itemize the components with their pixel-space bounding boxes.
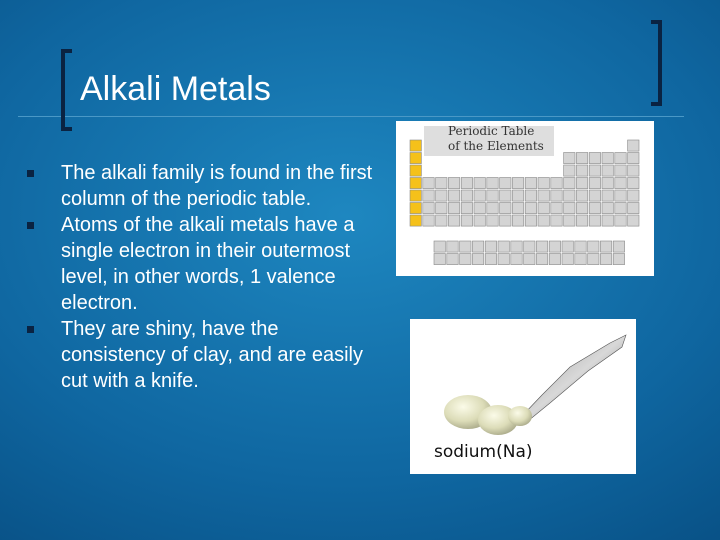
alkali-cell [410, 153, 421, 164]
bullet-text: They are shiny, have the consistency of clay, and are easily cut with a knife. [61, 318, 364, 392]
element-cell [615, 178, 626, 189]
alkali-cell [410, 215, 421, 226]
element-cell [576, 178, 587, 189]
element-cell [602, 215, 613, 226]
sodium-lumps-icon [444, 395, 532, 435]
element-cell [576, 165, 587, 176]
knife-icon [522, 335, 626, 421]
element-cell [602, 203, 613, 214]
element-cell [588, 241, 599, 252]
element-cell [512, 215, 523, 226]
element-cell [613, 241, 624, 252]
element-cell [461, 215, 472, 226]
element-cell [511, 241, 522, 252]
bullet-text: Atoms of the alkali metals have a single electron in their outermost level, in other words, 1 valence electron. [61, 214, 355, 314]
element-cell [602, 165, 613, 176]
element-cell [551, 215, 562, 226]
element-cell [615, 203, 626, 214]
element-cell [487, 203, 498, 214]
element-cell [500, 178, 511, 189]
element-cell [487, 215, 498, 226]
element-cell [613, 254, 624, 265]
bullet-item [24, 160, 374, 212]
periodic-table-title-line2: of the Elements [448, 139, 544, 153]
element-cell [474, 203, 485, 214]
element-cell [575, 254, 586, 265]
element-cell [500, 190, 511, 201]
element-cell [564, 178, 575, 189]
element-cell [525, 203, 536, 214]
element-cell [423, 215, 434, 226]
bullet-text: The alkali family is found in the first column of the periodic table. [61, 162, 373, 210]
element-cell [448, 203, 459, 214]
element-cell [628, 203, 639, 214]
element-cell [474, 178, 485, 189]
element-cell [447, 254, 458, 265]
element-cell [498, 241, 509, 252]
element-cell [549, 254, 560, 265]
element-cell [628, 215, 639, 226]
element-cell [602, 190, 613, 201]
element-cell [461, 190, 472, 201]
element-cell [460, 254, 471, 265]
element-cell [600, 254, 611, 265]
element-cell [588, 254, 599, 265]
element-cell [628, 178, 639, 189]
bullet-item [24, 316, 374, 394]
element-cell [524, 254, 535, 265]
left-bracket [61, 49, 72, 131]
bullet-list [24, 160, 374, 394]
element-cell [434, 241, 445, 252]
element-cell [500, 203, 511, 214]
element-cell [538, 203, 549, 214]
element-cell [436, 203, 447, 214]
element-cell [512, 190, 523, 201]
element-cell [434, 254, 445, 265]
element-cell [538, 178, 549, 189]
element-cell [536, 254, 547, 265]
element-cell [448, 178, 459, 189]
sodium-image [410, 319, 636, 474]
square-bullet-icon [27, 326, 34, 333]
element-cell [461, 203, 472, 214]
element-cell [487, 178, 498, 189]
element-cell [423, 178, 434, 189]
element-cell [615, 190, 626, 201]
periodic-table-title-line1: Periodic Table [448, 124, 535, 138]
alkali-cell [410, 165, 421, 176]
element-cell [564, 203, 575, 214]
alkali-cell [410, 178, 421, 189]
sodium-label: sodium(Na) [434, 442, 533, 462]
element-cell [436, 215, 447, 226]
element-cell [461, 178, 472, 189]
element-cell [564, 190, 575, 201]
element-cell [589, 203, 600, 214]
element-cell [564, 153, 575, 164]
element-cell [436, 190, 447, 201]
element-cell [628, 153, 639, 164]
element-cell [615, 215, 626, 226]
element-cell [576, 153, 587, 164]
element-cell [589, 215, 600, 226]
periodic-table-grid [410, 140, 639, 265]
element-cell [602, 153, 613, 164]
element-cell [628, 140, 639, 151]
element-cell [512, 178, 523, 189]
periodic-table-image [396, 121, 654, 276]
element-cell [474, 190, 485, 201]
element-cell [525, 190, 536, 201]
element-cell [538, 215, 549, 226]
element-cell [564, 165, 575, 176]
element-cell [525, 215, 536, 226]
element-cell [576, 190, 587, 201]
element-cell [589, 178, 600, 189]
element-cell [551, 178, 562, 189]
element-cell [589, 165, 600, 176]
element-cell [472, 254, 483, 265]
element-cell [460, 241, 471, 252]
element-cell [576, 215, 587, 226]
element-cell [485, 254, 496, 265]
element-cell [551, 190, 562, 201]
element-cell [487, 190, 498, 201]
element-cell [538, 190, 549, 201]
element-cell [448, 190, 459, 201]
square-bullet-icon [27, 170, 34, 177]
element-cell [448, 215, 459, 226]
element-cell [511, 254, 522, 265]
alkali-cell [410, 203, 421, 214]
element-cell [628, 190, 639, 201]
element-cell [576, 203, 587, 214]
element-cell [525, 178, 536, 189]
element-cell [423, 203, 434, 214]
title-underline [18, 116, 684, 117]
element-cell [575, 241, 586, 252]
right-bracket [651, 20, 662, 106]
element-cell [549, 241, 560, 252]
slide-title: Alkali Metals [80, 70, 271, 108]
periodic-table-graphic [396, 121, 654, 276]
element-cell [436, 178, 447, 189]
element-cell [472, 241, 483, 252]
bullet-item [24, 212, 374, 316]
element-cell [628, 165, 639, 176]
element-cell [600, 241, 611, 252]
element-cell [536, 241, 547, 252]
element-cell [500, 215, 511, 226]
element-cell [562, 241, 573, 252]
element-cell [524, 241, 535, 252]
square-bullet-icon [27, 222, 34, 229]
alkali-cell [410, 140, 421, 151]
element-cell [615, 165, 626, 176]
alkali-cell [410, 190, 421, 201]
element-cell [474, 215, 485, 226]
element-cell [512, 203, 523, 214]
sodium-graphic [410, 319, 636, 474]
element-cell [589, 153, 600, 164]
element-cell [602, 178, 613, 189]
element-cell [423, 190, 434, 201]
element-cell [564, 215, 575, 226]
element-cell [615, 153, 626, 164]
element-cell [485, 241, 496, 252]
element-cell [589, 190, 600, 201]
element-cell [551, 203, 562, 214]
element-cell [447, 241, 458, 252]
element-cell [562, 254, 573, 265]
element-cell [498, 254, 509, 265]
